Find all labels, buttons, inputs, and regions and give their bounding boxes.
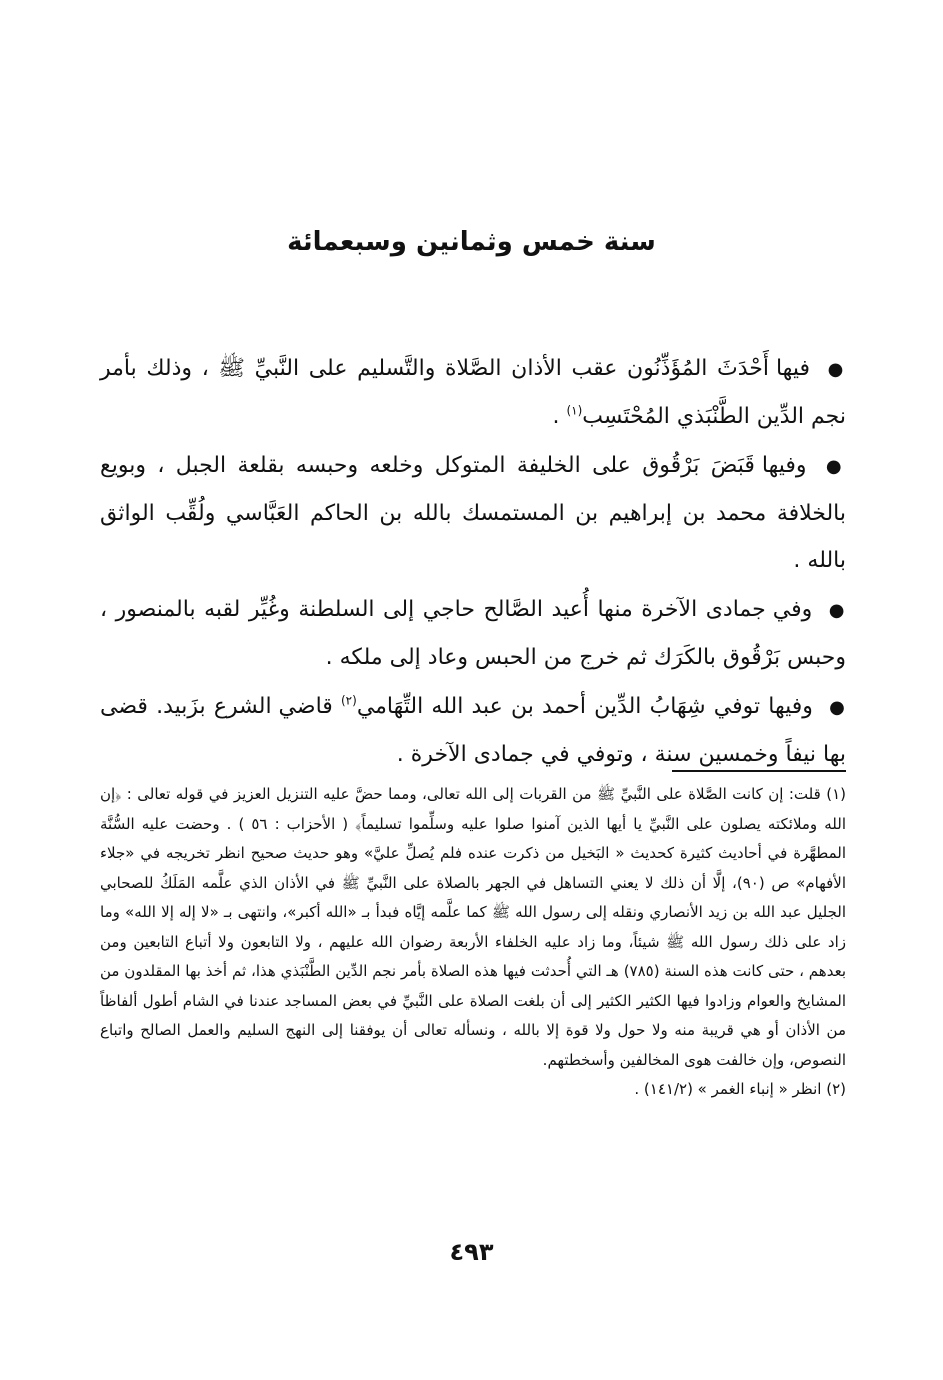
footnotes xyxy=(100,780,846,1105)
paragraph-text: وفي جمادى الآخرة منها أُعيد الصَّالح حاجي إلى السلطنة وغُيِّر لقبه بالمنصور ، وحبس بَرْقُوق بالكَرَك ثم خرج من الحبس وعاد إلى ملكه . xyxy=(100,597,846,670)
paragraph-text: وفيها توفي شِهَابُ الدِّين أحمد بن عبد الله التِّهَامي xyxy=(356,694,813,719)
paragraph-2 xyxy=(100,442,846,584)
footnote-2: (٢) انظر « إنباء الغمر » (١٤١/٢) . xyxy=(634,1080,846,1098)
bullet-icon: ● xyxy=(827,359,846,380)
bullet-icon: ● xyxy=(828,600,846,621)
footnote-1: (١) قلت: إن كانت الصَّلاة على النَّبيِّ ﷺ من القربات إلى الله تعالى، ومما حضَّ عليه التنزيل العزيز في قوله تعالى : ﴿إن الله وملائكته يصلون على النَّبيِّ يا أيها الذين آمنوا صلوا عليه وسلِّموا تسليماً﴾ ( الأحزاب : ٥٦ ) . وحضت عليه السُّنَّة المطهَّرة في أحاديث كثيرة كحديث « البَخيل من ذكرت عنده فلم يُصلِّ عليَّ» وهو حديث صحيح انظر تخريجه في «جلاء الأفهام» ص (٩٠)، إلَّا أن ذلك لا يعني التساهل في الجهر بالصلاة على النَّبيِّ ﷺ في الأذان الذي علَّمه المَلَكُ للصحابي الجليل عبد الله بن زيد الأنصاري ونقله إلى رسول الله ﷺ كما علَّمه إيَّاه فبدأ بـ «الله أكبر»، وانتهى بـ «لا إله إلا الله» وما زاد على ذلك رسول الله ﷺ شيئاً، وما زاد عليه الخلفاء الأربعة رضوان الله عليهم ، ولا التابعون ولا أتباع التابعين ومن بعدهم ، حتى كانت هذه السنة (٧٨٥) هـ التي أُحدثت فيها هذه الصلاة بأمر نجم الدِّين الطَّنْبَذي هذا، ثم أخذ بها المقلدون من المشايخ والعوام وزادوا فيها الكثير الكثير إلى أن بلغت الصلاة على النَّبيِّ في بعض المساجد عندنا في الشام أطول ألفاظاً من الأذان أو هي قريبة منه ولا حول ولا قوة إلا بالله ، ونسأله تعالى أن يوفقنا إلى النهج السليم والعمل الصالح واتباع النصوص، وإن خالفت هوى المخالفين وأسخطتهم. xyxy=(100,785,846,1069)
bullet-icon: ● xyxy=(829,697,847,718)
page-number: ٤٩٣ xyxy=(449,1238,494,1266)
footnote-divider xyxy=(672,770,846,772)
chapter-heading: سنة خمس وثمانين وسبعمائة xyxy=(287,227,656,257)
paragraph-text-tail: . xyxy=(552,404,560,429)
main-text xyxy=(100,345,846,780)
paragraph-text: فيها أَحْدَثَ المُؤَذِّنُون عقب الأذان الصَّلاة والتَّسليم على النَّبيِّ ﷺ ، وذلك بأمر نجم الدِّين الطَّنْبَذي المُحْتَسِب xyxy=(100,356,846,429)
paragraph-3 xyxy=(100,586,846,681)
paragraph-4 xyxy=(100,683,846,778)
paragraph-text: وفيها قَبَضَ بَرْقُوق على الخليفة المتوكل وخلعه وحبسه بقلعة الجبل ، وبويع بالخلافة محمد بن إبراهيم بن المستمسك بالله بن الحاكم العَبَّاسي ولُقِّب الواثق بالله . xyxy=(100,453,846,573)
footnote-ref-1[interactable]: (١) xyxy=(566,403,583,418)
paragraph-1 xyxy=(100,345,846,440)
footnote-ref-2[interactable]: (٢) xyxy=(340,693,357,708)
paragraph-text-tail: قاضي الشرع بزَبيد. قضى بها نيفاً وخمسين سنة ، وتوفي في جمادى الآخرة . xyxy=(100,694,846,767)
bullet-icon: ● xyxy=(825,456,846,477)
